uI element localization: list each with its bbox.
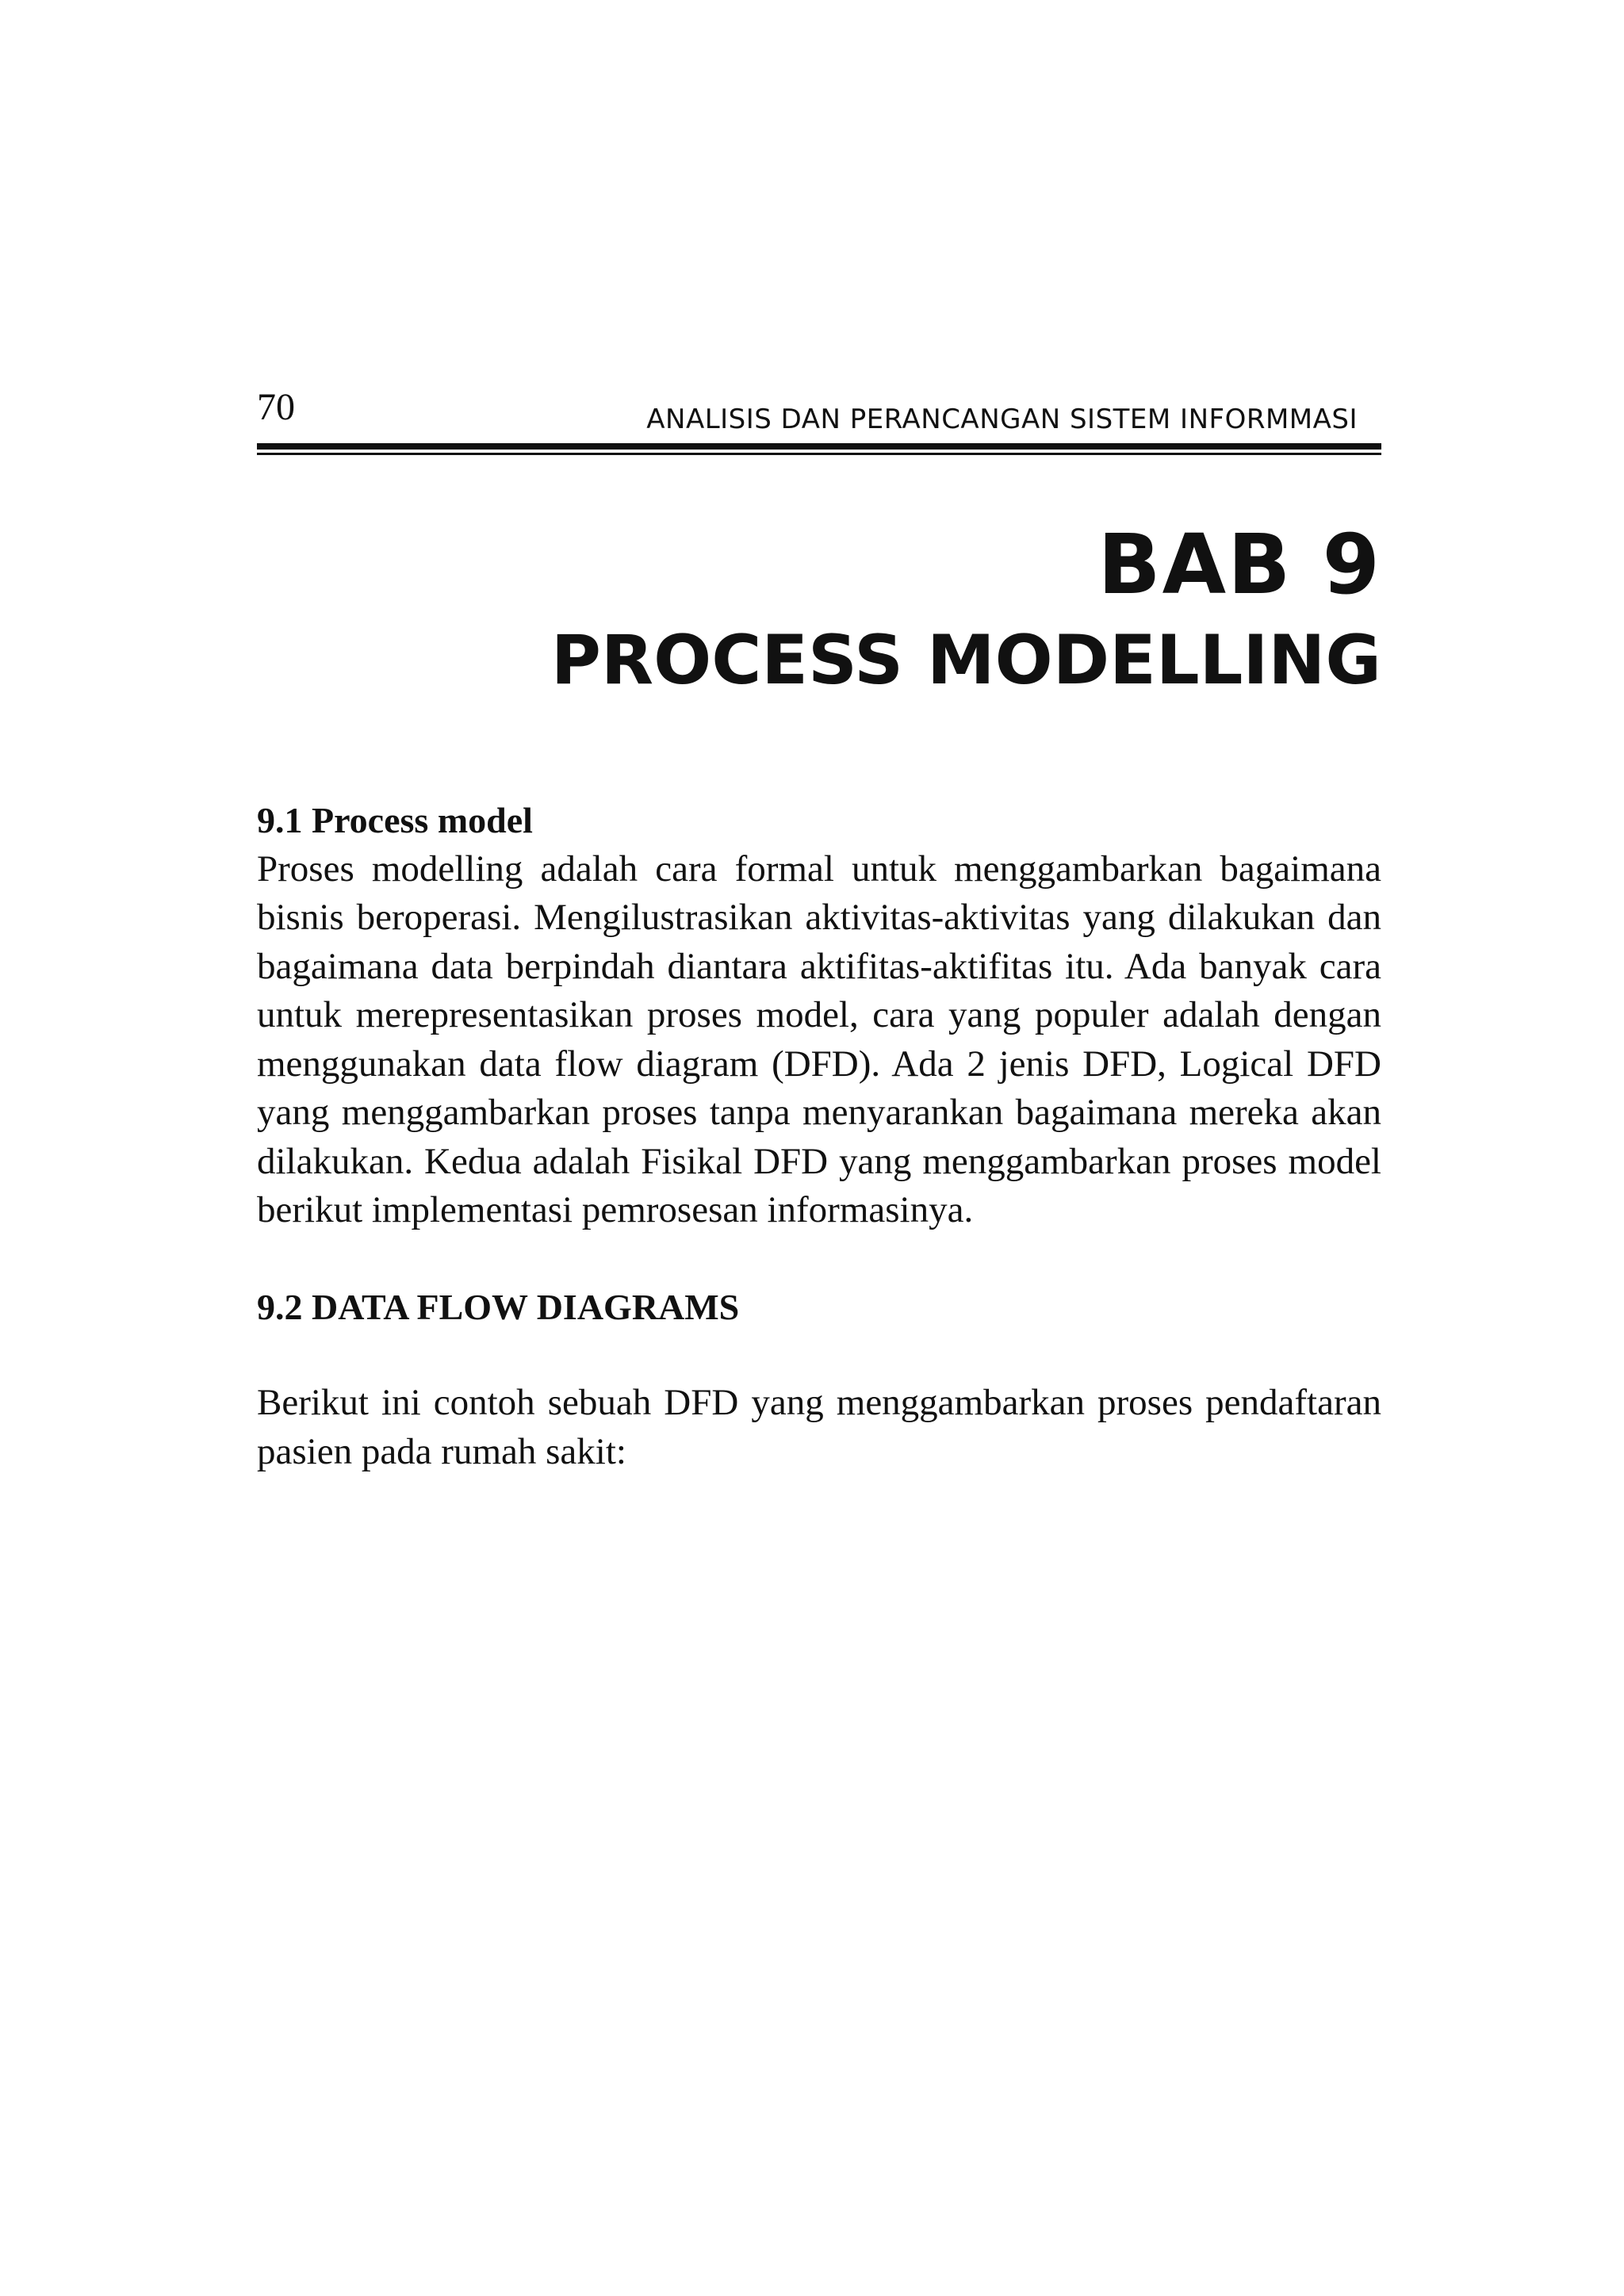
chapter-number: BAB 9 xyxy=(1097,516,1381,613)
running-header xyxy=(257,384,1381,447)
chapter-title: PROCESS MODELLING xyxy=(550,621,1381,700)
page-number: 70 xyxy=(257,386,295,428)
page-body xyxy=(257,796,1381,1476)
spacer xyxy=(257,1235,1381,1283)
section-paragraph-process-model: Proses modelling adalah cara formal untuk menggambarkan bagaimana bisnis beroperasi. Mengilustrasikan aktivitas-aktivitas yang dilakukan dan bagaimana data berpindah diantara aktifitas-aktifitas itu. Ada banyak cara untuk merepresentasikan proses model, cara yang populer adalah dengan menggunakan data flow diagram (DFD). Ada 2 jenis DFD, Logical DFD yang menggambarkan proses tanpa menyarankan bagaimana mereka akan dilakukan. Kedua adalah Fisikal DFD yang menggambarkan proses model berikut implementasi pemrosesan informasinya. xyxy=(257,848,1381,1230)
section-heading-data-flow-diagrams: 9.2 DATA FLOW DIAGRAMS xyxy=(257,1286,740,1327)
section-paragraph-data-flow-diagrams: Berikut ini contoh sebuah DFD yang menggambarkan proses pendaftaran pasien pada rumah sakit: xyxy=(257,1382,1381,1472)
book-title: ANALISIS DAN PERANCANGAN SISTEM INFORMMASI xyxy=(646,404,1358,435)
section-heading-process-model: 9.1 Process model xyxy=(257,800,533,840)
header-rule-thin xyxy=(257,453,1381,455)
header-rule-thick xyxy=(257,443,1381,450)
spacer xyxy=(257,1331,1381,1379)
